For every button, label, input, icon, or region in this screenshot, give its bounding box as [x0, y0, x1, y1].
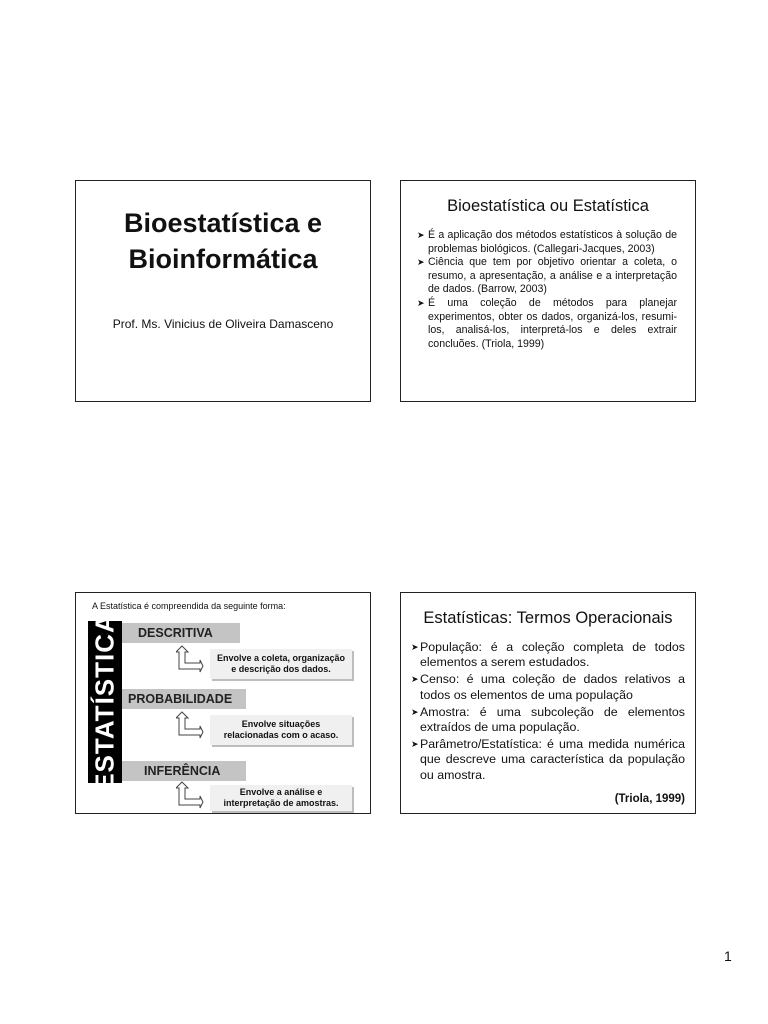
list-item: ➤ População: é a coleção completa de todos elementos a serem estudados.: [411, 640, 685, 670]
arrowhead-bullet-icon: ➤: [411, 674, 419, 685]
list-item: ➤ É a aplicação dos métodos estatísticos à solução de problemas biológicos. (Callegari-Jacques, 2003): [417, 229, 677, 255]
slide-termos-operacionais: [400, 592, 696, 814]
list-item: ➤ É uma coleção de métodos para planejar experimentos, obter os dados, organizá-los, resumi-los, analisá-los, interpretá-los e deles extrair concluões. (Triola, 1999): [417, 296, 677, 350]
vertical-label: ESTATÍSTICA: [89, 613, 120, 791]
list-item: ➤ Amostra: é uma subcoleção de elementos extraídos de uma população.: [411, 704, 685, 735]
arrowhead-bullet-icon: ➤: [417, 230, 425, 240]
slide-estatistica-diagram: [75, 592, 371, 814]
citation: (Triola, 1999): [614, 793, 685, 805]
slide-title-text: Estatísticas: Termos Operacionais: [423, 609, 673, 627]
list-item: ➤ Censo: é uma coleção de dados relativos a todos os elementos de uma população: [411, 672, 685, 702]
desc-descritiva: Envolve a coleta, organização e descrição dos dados.: [210, 649, 352, 679]
category-inferencia: INFERÊNCIA: [122, 761, 246, 781]
slide-bioestatistica: [400, 180, 696, 402]
category-probabilidade: PROBABILIDADE: [122, 689, 246, 709]
arrowhead-bullet-icon: ➤: [417, 297, 425, 308]
turn-arrow-icon: [176, 781, 204, 811]
title-line-1: Bioestatística e: [123, 208, 323, 238]
turn-arrow-icon: [176, 711, 204, 741]
arrowhead-bullet-icon: ➤: [411, 738, 419, 749]
arrowhead-bullet-icon: ➤: [417, 257, 425, 268]
list-item: ➤ Ciência que tem por objetivo orientar a coleta, o resumo, a apresentação, a análise e a interpretação de dados. (Barrow, 2003): [417, 256, 677, 296]
author: Prof. Ms. Vinicius de Oliveira Damasceno: [112, 317, 334, 331]
bullet-list: [411, 640, 685, 783]
slide-title-text: Bioestatística ou Estatística: [447, 197, 649, 215]
page-number: 1: [724, 948, 732, 964]
presentation-title: [76, 205, 370, 277]
vertical-label-box: [88, 613, 122, 791]
arrowhead-bullet-icon: ➤: [411, 642, 419, 652]
arrowhead-bullet-icon: ➤: [411, 706, 419, 717]
bullet-list: [417, 229, 677, 351]
slide-title: [75, 180, 371, 402]
title-line-2: Bioinformática: [128, 244, 318, 274]
diagram-heading: A Estatística é compreendida da seguinte forma:: [92, 601, 286, 611]
desc-probabilidade: Envolve situações relacionadas com o acaso.: [210, 715, 352, 745]
turn-arrow-icon: [176, 645, 204, 675]
list-item: ➤ Parâmetro/Estatística: é uma medida numérica que descreve uma característica da população ou amostra.: [411, 736, 685, 782]
desc-inferencia: Envolve a análise e interpretação de amostras.: [210, 785, 352, 811]
category-descritiva: DESCRITIVA: [122, 623, 240, 643]
